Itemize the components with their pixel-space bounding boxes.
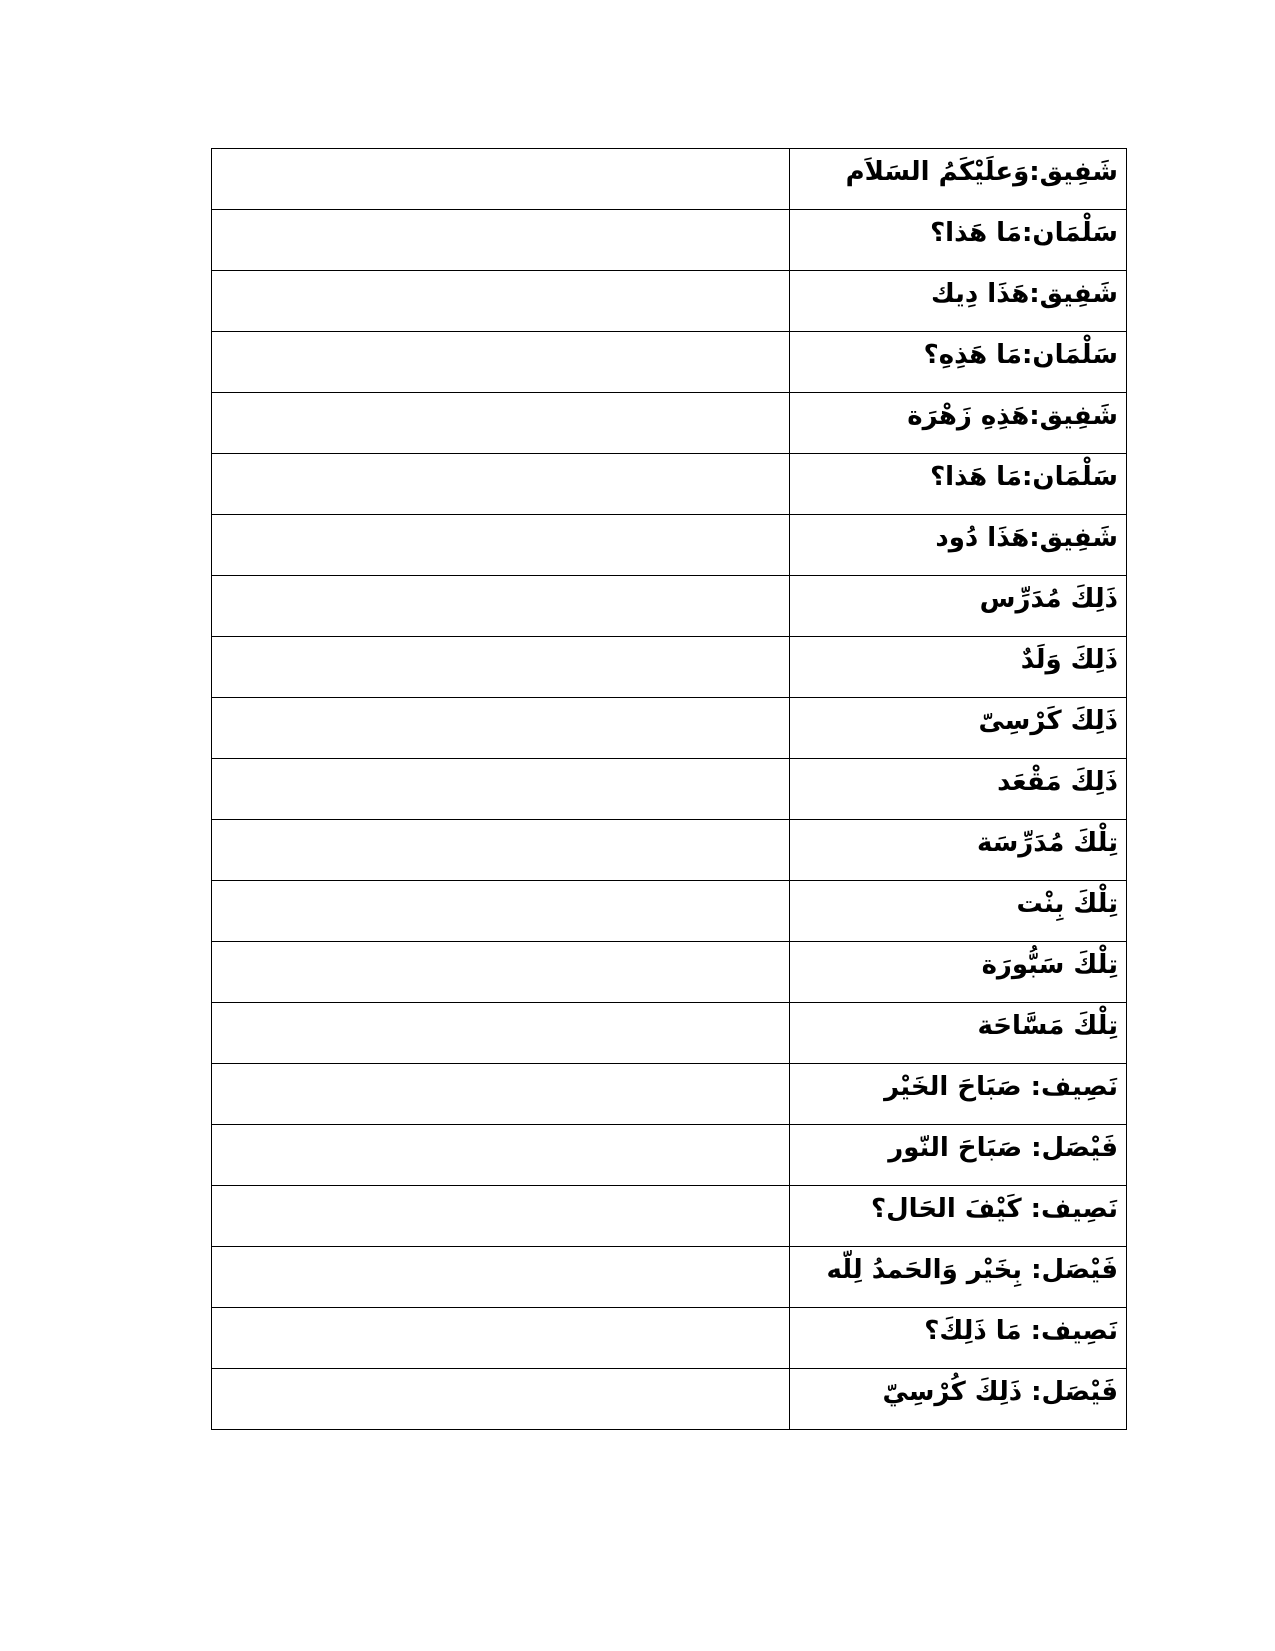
table-row xyxy=(212,271,1127,332)
answer-cell xyxy=(212,759,790,820)
table-row xyxy=(212,1125,1127,1186)
prompt-cell xyxy=(790,454,1127,515)
answer-cell xyxy=(212,1369,790,1430)
answer-cell xyxy=(212,637,790,698)
answer-cell xyxy=(212,1247,790,1308)
arabic-phrase: فَيْصَل: بِخَيْر وَالحَمدُ لِلّه xyxy=(826,1255,1118,1285)
table-row xyxy=(212,454,1127,515)
answer-cell xyxy=(212,1125,790,1186)
answer-cell xyxy=(212,149,790,210)
answer-cell xyxy=(212,698,790,759)
table-row xyxy=(212,332,1127,393)
table-row xyxy=(212,1003,1127,1064)
answer-cell xyxy=(212,881,790,942)
answer-cell xyxy=(212,454,790,515)
table-row xyxy=(212,1369,1127,1430)
worksheet-body xyxy=(212,149,1127,1430)
prompt-cell xyxy=(790,271,1127,332)
arabic-phrase: فَيْصَل: ذَلِكَ كُرْسِيّ xyxy=(882,1377,1118,1407)
table-row xyxy=(212,1186,1127,1247)
prompt-cell xyxy=(790,149,1127,210)
prompt-cell xyxy=(790,1308,1127,1369)
prompt-cell xyxy=(790,515,1127,576)
answer-cell xyxy=(212,1003,790,1064)
answer-cell xyxy=(212,820,790,881)
answer-cell xyxy=(212,271,790,332)
prompt-cell xyxy=(790,820,1127,881)
arabic-phrase: تِلْكَ بِنْت xyxy=(1016,889,1118,919)
answer-cell xyxy=(212,210,790,271)
arabic-phrase: شَفِيق:هَذَا دُود xyxy=(935,523,1118,553)
arabic-phrase: ذَلِكَ مُدَرِّس xyxy=(979,584,1118,614)
arabic-phrase: سَلْمَان:مَا هَذِهِ؟ xyxy=(923,340,1118,370)
answer-cell xyxy=(212,1308,790,1369)
arabic-phrase: شَفِيق:هَذَا دِيك xyxy=(930,279,1118,309)
arabic-phrase: سَلْمَان:مَا هَذا؟ xyxy=(930,218,1118,248)
prompt-cell xyxy=(790,1186,1127,1247)
table-row xyxy=(212,820,1127,881)
prompt-cell xyxy=(790,759,1127,820)
answer-cell xyxy=(212,332,790,393)
prompt-cell xyxy=(790,1003,1127,1064)
arabic-phrase: نَصِيف: صَبَاحَ الخَيْر xyxy=(884,1072,1118,1102)
answer-cell xyxy=(212,576,790,637)
arabic-phrase: شَفِيق:هَذِهِ زَهْرَة xyxy=(907,401,1118,431)
prompt-cell xyxy=(790,393,1127,454)
prompt-cell xyxy=(790,1247,1127,1308)
table-row xyxy=(212,942,1127,1003)
prompt-cell xyxy=(790,576,1127,637)
arabic-phrase: نَصِيف: كَيْفَ الحَال؟ xyxy=(871,1194,1118,1224)
table-row xyxy=(212,1064,1127,1125)
prompt-cell xyxy=(790,1125,1127,1186)
table-row xyxy=(212,759,1127,820)
table-row xyxy=(212,576,1127,637)
answer-cell xyxy=(212,515,790,576)
arabic-phrase: شَفِيق:وَعلَيْكَمُ السَلاَم xyxy=(845,157,1118,187)
table-row xyxy=(212,881,1127,942)
answer-cell xyxy=(212,1064,790,1125)
prompt-cell xyxy=(790,637,1127,698)
arabic-phrase: سَلْمَان:مَا هَذا؟ xyxy=(930,462,1118,492)
answer-cell xyxy=(212,393,790,454)
answer-cell xyxy=(212,1186,790,1247)
prompt-cell xyxy=(790,332,1127,393)
table-row xyxy=(212,210,1127,271)
prompt-cell xyxy=(790,210,1127,271)
table-row xyxy=(212,515,1127,576)
table-row xyxy=(212,637,1127,698)
arabic-phrase: نَصِيف: مَا ذَلِكَ؟ xyxy=(924,1316,1118,1346)
table-row xyxy=(212,149,1127,210)
prompt-cell xyxy=(790,698,1127,759)
arabic-phrase: تِلْكَ مَسَّاحَة xyxy=(977,1011,1118,1041)
table-row xyxy=(212,1308,1127,1369)
table-row xyxy=(212,698,1127,759)
arabic-phrase: ذَلِكَ وَلَدٌ xyxy=(1020,645,1118,675)
arabic-phrase: تِلْكَ مُدَرِّسَة xyxy=(976,828,1118,858)
arabic-phrase: ذَلِكَ مَقْعَد xyxy=(997,767,1118,797)
answer-cell xyxy=(212,942,790,1003)
table-row xyxy=(212,393,1127,454)
arabic-phrase: ذَلِكَ كَرْسِىّ xyxy=(978,706,1118,736)
prompt-cell xyxy=(790,942,1127,1003)
table-row xyxy=(212,1247,1127,1308)
worksheet-table xyxy=(211,148,1127,1430)
prompt-cell xyxy=(790,881,1127,942)
arabic-phrase: تِلْكَ سَبُّورَة xyxy=(981,950,1118,980)
prompt-cell xyxy=(790,1064,1127,1125)
prompt-cell xyxy=(790,1369,1127,1430)
arabic-phrase: فَيْصَل: صَبَاحَ النّور xyxy=(888,1133,1118,1163)
